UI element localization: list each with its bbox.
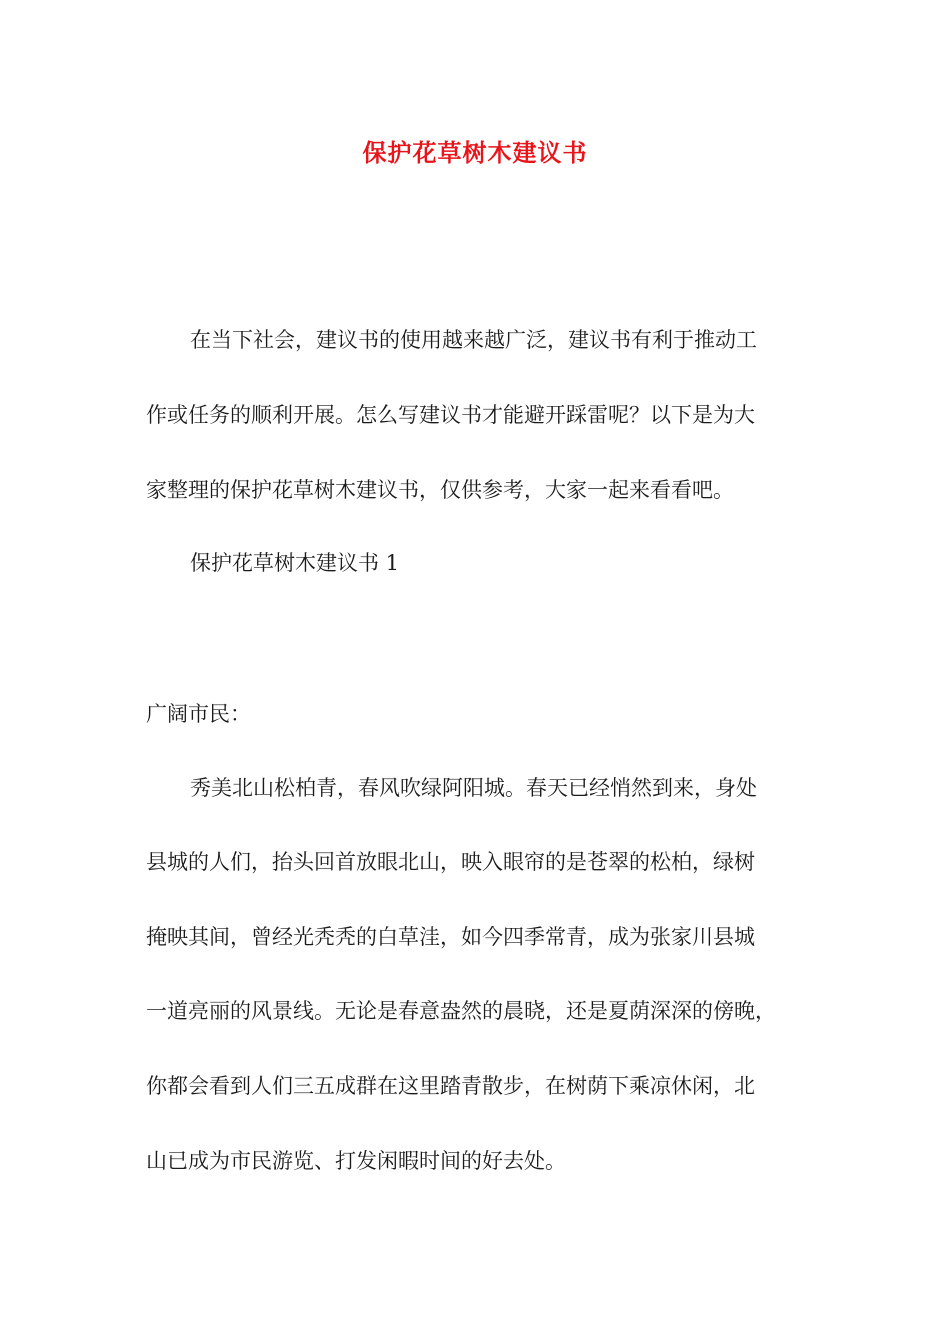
body-line-6: 山已成为市民游览、打发闲暇时间的好去处。 [146, 1149, 566, 1173]
body-line-3: 掩映其间，曾经光秃秃的白草洼，如今四季常青，成为张家川县城 [146, 925, 755, 949]
body-line-5: 你都会看到人们三五成群在这里踏青散步，在树荫下乘凉休闲，北 [146, 1074, 755, 1098]
body-line-2: 县城的人们，抬头回首放眼北山，映入眼帘的是苍翠的松柏，绿树 [146, 850, 755, 874]
body-line-1: 秀美北山松柏青，春风吹绿阿阳城。春天已经悄然到来，身处 [190, 776, 757, 800]
document-title: 保护花草树木建议书 [362, 138, 588, 167]
intro-line-1: 在当下社会，建议书的使用越来越广泛，建议书有利于推动工 [190, 328, 757, 352]
intro-line-3: 家整理的保护花草树木建议书，仅供参考，大家一起来看看吧。 [146, 478, 734, 502]
body-line-4: 一道亮丽的风景线。无论是春意盎然的晨晓，还是夏荫深深的傍晚， [146, 999, 776, 1023]
section-heading: 保护花草树木建议书 1 [190, 551, 400, 575]
salutation: 广阔市民： [146, 702, 251, 726]
intro-line-2: 作或任务的顺利开展。怎么写建议书才能避开踩雷呢？以下是为大 [146, 403, 755, 427]
